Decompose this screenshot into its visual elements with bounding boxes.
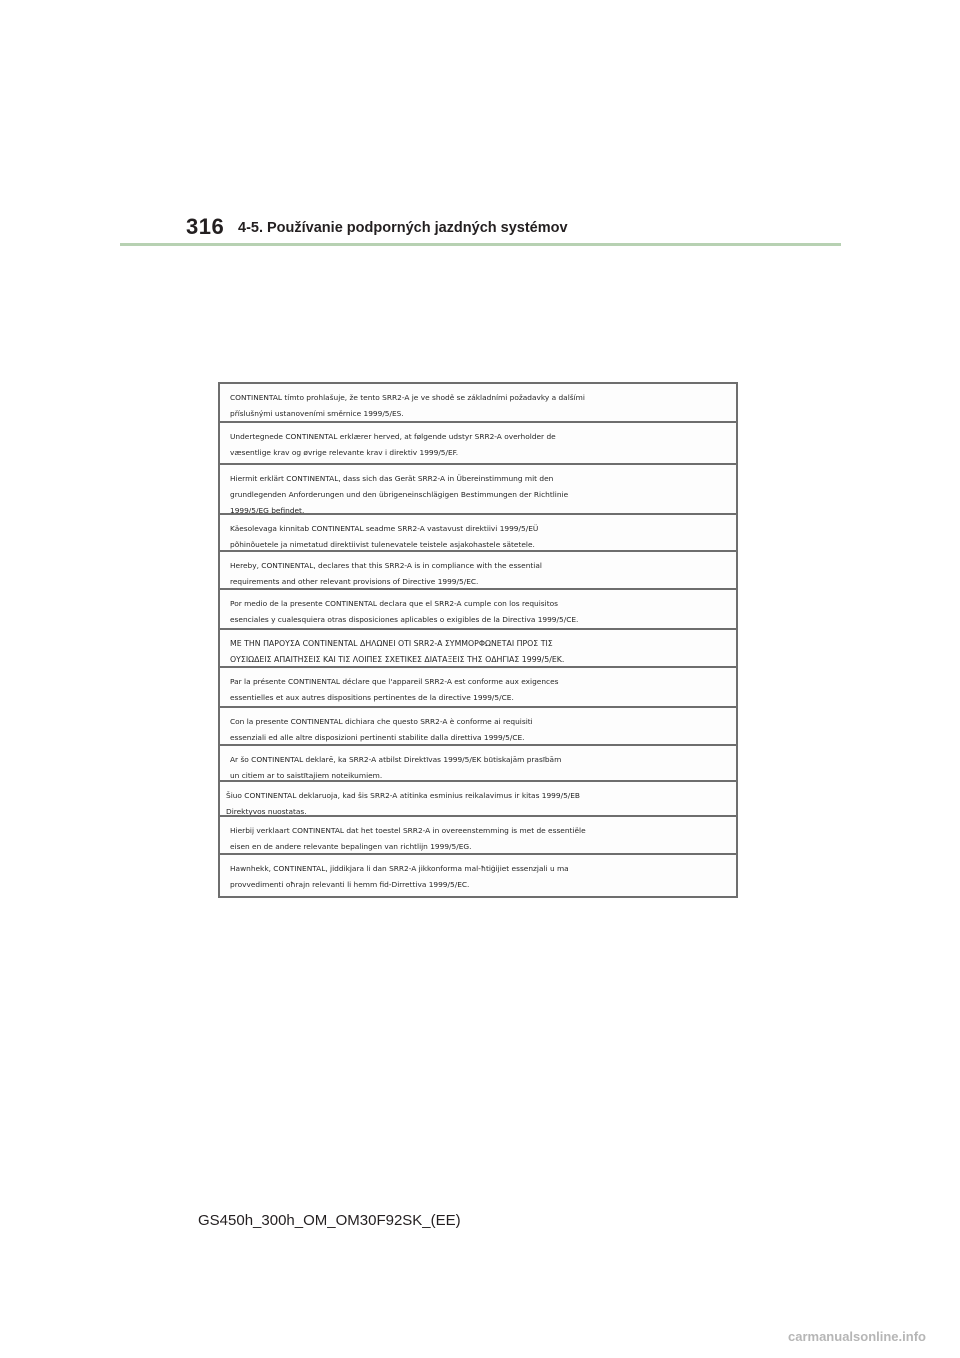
- declaration-it: [220, 708, 736, 746]
- declaration-cs: [220, 384, 736, 423]
- declaration-line: Šiuo CONTINENTAL deklaruoja, kad šis SRR2-A atitinka esminius reikalavimus ir kitas 1999/5/EB: [226, 791, 581, 800]
- declaration-line: requirements and other relevant provisions of Directive 1999/5/EC.: [230, 577, 479, 586]
- page-number: 316: [186, 214, 225, 239]
- declaration-line: CONTINENTAL tímto prohlašuje, že tento SRR2-A je ve shodě se základními požadavky a dalšími: [230, 393, 585, 402]
- declaration-line: Por medio de la presente CONTINENTAL declara que el SRR2-A cumple con los requisitos: [230, 599, 558, 608]
- declaration-line: příslušnými ustanoveními směrnice 1999/5/ES.: [230, 409, 404, 418]
- declaration-el: [220, 630, 736, 668]
- declaration-line: põhinõuetele ja nimetatud direktiivist tulenevatele teistele asjakohastele sätetele.: [230, 540, 535, 549]
- declaration-line: Hereby, CONTINENTAL, declares that this SRR2-A is in compliance with the essential: [230, 561, 542, 570]
- declaration-line: Ar šo CONTINENTAL deklarē, ka SRR2-A atbilst Direktīvas 1999/5/EK būtiskajām prasībām: [230, 755, 562, 764]
- watermark: carmanualsonline.info: [788, 1329, 926, 1344]
- declaration-line: Con la presente CONTINENTAL dichiara che questo SRR2-A è conforme ai requisiti: [230, 717, 533, 726]
- declaration-line: essenziali ed alle altre disposizioni pertinenti stabilite dalla direttiva 1999/5/CE.: [230, 733, 525, 742]
- declaration-line: un citiem ar to saistītajiem noteikumiem.: [230, 771, 383, 780]
- declaration-de: [220, 465, 736, 515]
- declaration-label: [218, 382, 738, 898]
- declaration-line: Käesolevaga kinnitab CONTINENTAL seadme SRR2-A vastavust direktiivi 1999/5/EÜ: [230, 524, 539, 533]
- declaration-line: grundlegenden Anforderungen und den übrigeneinschlägigen Bestimmungen der Richtlinie: [230, 490, 569, 499]
- declaration-mt: [220, 855, 736, 890]
- declaration-line: Par la présente CONTINENTAL déclare que l'appareil SRR2-A est conforme aux exigences: [230, 677, 559, 686]
- section-title: 4-5. Používanie podporných jazdných systémov: [238, 220, 568, 236]
- declaration-et: [220, 515, 736, 552]
- page-header: [120, 214, 841, 248]
- header-divider: [120, 243, 841, 246]
- declaration-line: Undertegnede CONTINENTAL erklærer herved, at følgende udstyr SRR2-A overholder de: [230, 432, 556, 441]
- declaration-line: Hawnhekk, CONTINENTAL, jiddikjara li dan SRR2-A jikkonforma mal-ħtiġijiet essenzjali u ma: [230, 864, 569, 873]
- declaration-nl: [220, 817, 736, 855]
- declaration-es: [220, 590, 736, 630]
- declaration-da: [220, 423, 736, 465]
- declaration-line: ΟΥΣΙΩΔΕΙΣ ΑΠΑΙΤΗΣΕΙΣ ΚΑΙ ΤΙΣ ΛΟΙΠΕΣ ΣΧΕΤΙΚΕΣ ΔΙΑΤΑΞΕΙΣ ΤΗΣ ΟΔΗΓΙΑΣ 1999/5/ΕΚ.: [230, 655, 565, 664]
- declaration-line: essentielles et aux autres dispositions pertinentes de la directive 1999/5/CE.: [230, 693, 514, 702]
- declaration-line: væsentlige krav og øvrige relevante krav i direktiv 1999/5/EF.: [230, 448, 459, 457]
- declaration-line: Direktyvos nuostatas.: [226, 807, 307, 816]
- declaration-lv: [220, 746, 736, 782]
- declaration-lt: [220, 782, 736, 817]
- declaration-fr: [220, 668, 736, 708]
- declaration-line: provvedimenti oħrajn relevanti li hemm fid-Dirrettiva 1999/5/EC.: [230, 880, 470, 889]
- document-code: GS450h_300h_OM_OM30F92SK_(EE): [198, 1212, 461, 1229]
- declaration-line: eisen en de andere relevante bepalingen van richtlijn 1999/5/EG.: [230, 842, 472, 851]
- declaration-line: ΜΕ ΤΗΝ ΠΑΡΟΥΣΑ CONTINENTAL ΔΗΛΩΝΕΙ ΟΤΙ SRR2-A ΣΥΜΜΟΡΦΩΝΕΤΑΙ ΠΡΟΣ ΤΙΣ: [230, 639, 553, 648]
- declaration-line: esenciales y cualesquiera otras disposiciones aplicables o exigibles de la Directiva 1999/5/CE.: [230, 615, 579, 624]
- declaration-line: 1999/5/EG befindet.: [230, 506, 305, 515]
- declaration-line: Hierbij verklaart CONTINENTAL dat het toestel SRR2-A in overeenstemming is met de essentiële: [230, 826, 586, 835]
- declaration-en: [220, 552, 736, 590]
- declaration-line: Hiermit erklärt CONTINENTAL, dass sich das Gerät SRR2-A in Übereinstimmung mit den: [230, 474, 554, 483]
